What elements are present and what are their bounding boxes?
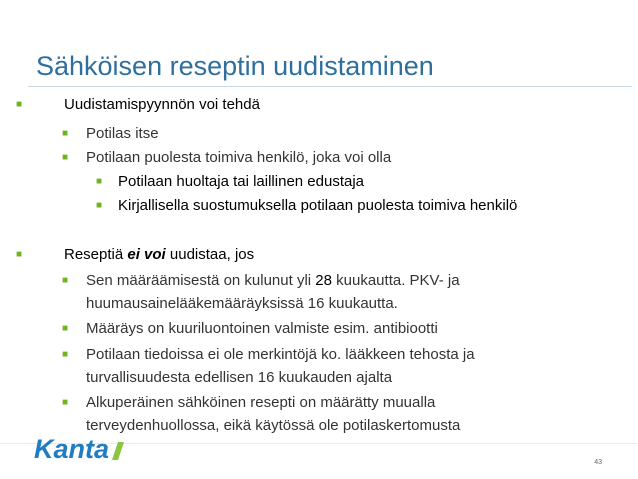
- section2-heading-emphasis: ei voi: [127, 246, 166, 263]
- square-bullet-icon: ■: [62, 397, 69, 408]
- square-bullet-icon: ■: [96, 200, 103, 211]
- section2-item-1-line-1: [86, 271, 460, 290]
- section2-heading-post: uudistaa, jos: [165, 246, 255, 263]
- kanta-logo-accent-icon: [112, 442, 124, 460]
- square-bullet-icon: ■: [96, 176, 103, 187]
- square-bullet-icon: ■: [62, 128, 69, 139]
- section2-item-1-line-2: huumausainelääkemääräyksissä 16 kuukautta.: [86, 295, 398, 312]
- section1-item-2: Potilaan puolesta toimiva henkilö, joka voi olla: [86, 149, 392, 166]
- title-rule: [28, 86, 632, 87]
- square-bullet-icon: ■: [62, 152, 69, 163]
- section2-item-2: Määräys on kuuriluontoinen valmiste esim. antibiootti: [86, 320, 438, 337]
- square-bullet-icon: ■: [62, 275, 69, 286]
- page-number: 43: [594, 459, 602, 466]
- slide-title: Sähköisen reseptin uudistaminen: [36, 51, 434, 81]
- square-bullet-icon: ■: [62, 323, 69, 334]
- square-bullet-icon: ■: [62, 349, 69, 360]
- section2-item-4-line-1: Alkuperäinen sähköinen resepti on määrätty muualla: [86, 394, 436, 411]
- section2-item-4-line-2: terveydenhuollossa, eikä käytössä ole potilaskertomusta: [86, 417, 461, 434]
- section1-item-1: Potilas itse: [86, 125, 159, 142]
- section2-heading-pre: Reseptiä: [64, 246, 128, 263]
- kanta-logo-icon: [34, 430, 130, 466]
- section1-subitem-1: Potilaan huoltaja tai laillinen edustaja: [118, 173, 365, 190]
- section2-heading: [64, 245, 254, 264]
- square-bullet-icon: ■: [16, 249, 23, 260]
- section1-subitem-2: Kirjallisella suostumuksella potilaan puolesta toimiva henkilö: [118, 197, 518, 214]
- square-bullet-icon: ■: [16, 99, 23, 110]
- section2-item-1-pre: Sen määräämisestä on kulunut yli: [86, 272, 316, 289]
- section2-item-3-line-1: Potilaan tiedoissa ei ole merkintöjä ko. lääkkeen tehosta ja: [86, 346, 475, 363]
- section1-heading: Uudistamispyynnön voi tehdä: [64, 96, 260, 113]
- kanta-logo-text: Kanta: [34, 434, 110, 464]
- section2-item-1-post: kuukautta. PKV- ja: [331, 272, 460, 289]
- section2-item-1-number: 28: [315, 272, 332, 289]
- section2-item-3-line-2: turvallisuudesta edellisen 16 kuukauden ajalta: [86, 369, 393, 386]
